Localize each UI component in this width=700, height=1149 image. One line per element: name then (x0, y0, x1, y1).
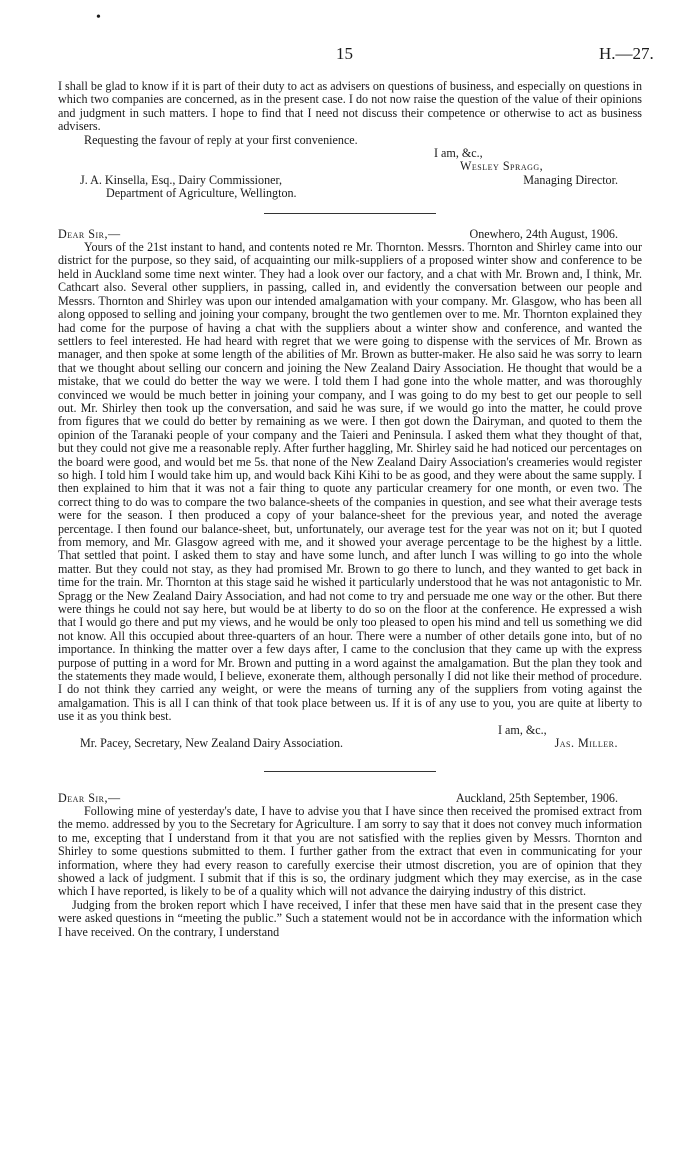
letter2-signer: Jas. Miller. (554, 736, 618, 751)
page-number: 15 (336, 44, 353, 63)
letter3-header (58, 792, 642, 805)
letter1-recipient-row (58, 174, 642, 187)
letter2-recipient-row (58, 737, 642, 750)
letter2-body: Yours of the 21st instant to hand, and contents noted re Mr. Thornton. Messrs. Thornton and Shirley came into our district for the purpose, so they said, of acquainting our milk-suppliers of a proposed winter show and conference to be held in Auckland some time next winter. They had a look over our factory, and a chat with Mr. Brown and, I think, Mr. Cathcart also. Several other suppliers, in passing, called in, and evidently the conversation between our people and Messrs. Thornton and Shirley was upon our intended amalgamation with your company. Mr. Glasgow, who has been all along opposed to selling and joining your company, brought the two gentlemen over to me. Mr. Thornton explained they had come for the purpose of having a chat with the suppliers about a winter show and conference, and wanted the settlers to feel interested. He had heard with regret that we were going to dispense with the services of Mr. Brown as manager, and then spoke at some length of the abilities of Mr. Brown as butter-maker. He also said he was sorry to learn that we thought about selling our concern and joining the New Zealand Dairy Association. He thought that would be a mistake, that we could do better the way we were. I told them I had gone into the whole matter, and was thoroughly convinced we would be much better in joining your company, and I was going to do my best to get our people to sell out. Mr. Shirley then took up the conversation, and said he was sure, if we would go into the matter, he could prove from figures that we could do better by remaining as we were. I then got down the Dairyman, and quoted to them the opinion of the Taranaki people of your company and the Taieri and Peninsula. I asked them what they thought of that, but they could not give me a reasonable reply. After further haggling, Mr. Shirley said he had noticed our percentages on the board were good, and would bet me 5s. that none of the New Zealand Dairy Association's creameries would register so high. I told him I would take him up, and would back Kihi Kihi to be as good, and they were about the same supply. I then explained to him that it was not a fair thing to quote any particular creamery for one month, or even two. The correct thing to do was to compare the two balance-sheets of the companies in question, and see what their average tests were for the season. I then produced a copy of your balance-sheet for the previous year, and noted the average percentage. I then found our balance-sheet, but, unfortunately, our average test for the year was not on it; but I quoted from memory, and Mr. Glasgow agreed with me, and it showed your average percentage to be the highest by a little. That settled that point. I asked them to stay and have some lunch, and after lunch I was willing to go into the whole matter. But they could not stay, as they had promised Mr. Brown to go there to lunch, and they wanted to get back in time for the train. Mr. Thornton at this stage said he wished it particularly understood that he was not antagonistic to Mr. Spragg or the New Zealand Dairy Association, and had not come to try and persuade me one way or the other. But there were things he could not say here, but would be at liberty to do so on the floor at the conference. He expressed a wish that I would go there and put my views, and he would be only too pleased to open his mind and tell us something we did not know. All this occupied about three-quarters of an hour. There were a number of other details gone into, but of no importance. In thinking the matter over a few days after, I came to the conclusion that they came up with the express purpose of putting in a word for Mr. Brown and putting in a word against the amalgamation. But the plan they took and the statements they made would, I believe, exonerate them, although personally I did not like their method of procedure. I do not think they carried any weight, or were the means of turning any of the suppliers from voting against the amalgamation. This is all I can think of that took place between us. If it is of any use to you, you are quite at liberty to use it as you think best. (58, 240, 642, 724)
letter1-recipient-line1: J. A. Kinsella, Esq., Dairy Commissioner, (80, 172, 283, 187)
letter1-sign-off: I am, &c., (434, 146, 483, 161)
letter1-closing-request: Requesting the favour of reply at your first convenience. (84, 132, 358, 147)
letter2-place-date: Onewhero, 24th August, 1906. (469, 226, 618, 241)
section-divider-2 (264, 771, 436, 772)
letter2-recipient: Mr. Pacey, Secretary, New Zealand Dairy Association. (80, 736, 344, 751)
letter1-signer-title: Managing Director. (523, 172, 618, 187)
section-divider (264, 213, 436, 214)
letter3-paragraph1: Following mine of yesterday's date, I have to advise you that I have since then received the promised extract from the memo. addressed by you to the Secretary for Agriculture. I am sorry to say that it does not convey much information to me, excepting that I understand from it that you are not satisfied with the replies given by Messrs. Thornton and Shirley to some questions submitted to them. I further gather from the extract that even in communicating for your information, where they had every reason to carefully exercise their utmost discretion, you are of opinion that they showed a lack of judgment. I submit that if this is so, the ordinary judgment which they may exercise, as in the case which I have reported, is likely to be of a quality which will not advance the dairying industry of this district. (58, 803, 642, 899)
letter1-paragraph: I shall be glad to know if it is part of their duty to act as advisers on questions of business, and especially on questions in which two companies are concerned, as in the present case. I do not now raise the question of the value of their opinions and judgment in such matters. I hope to find that I need not discuss their competence or otherwise to act as business advisers. (58, 79, 642, 134)
letter3-place-date: Auckland, 25th September, 1906. (455, 790, 618, 805)
page-content (58, 80, 642, 939)
letter3-salutation: Dear Sir,— (58, 790, 121, 805)
letter2-sign-off: I am, &c., (498, 722, 547, 737)
document-reference: H.—27. (599, 44, 654, 63)
letter2-header (58, 228, 642, 241)
stray-mark: • (96, 10, 101, 25)
letter1-signer-name: Wesley Spragg, (460, 159, 544, 174)
letter3-paragraph2: Judging from the broken report which I have received, I infer that these men have said that in the present case they were asked questions in “meeting the public.” Such a statement would not be in accordance with the information which I have received. On the contrary, I understand (58, 897, 642, 939)
letter2-salutation: Dear Sir,— (58, 226, 121, 241)
letter1-recipient-line2: Department of Agriculture, Wellington. (106, 186, 297, 201)
